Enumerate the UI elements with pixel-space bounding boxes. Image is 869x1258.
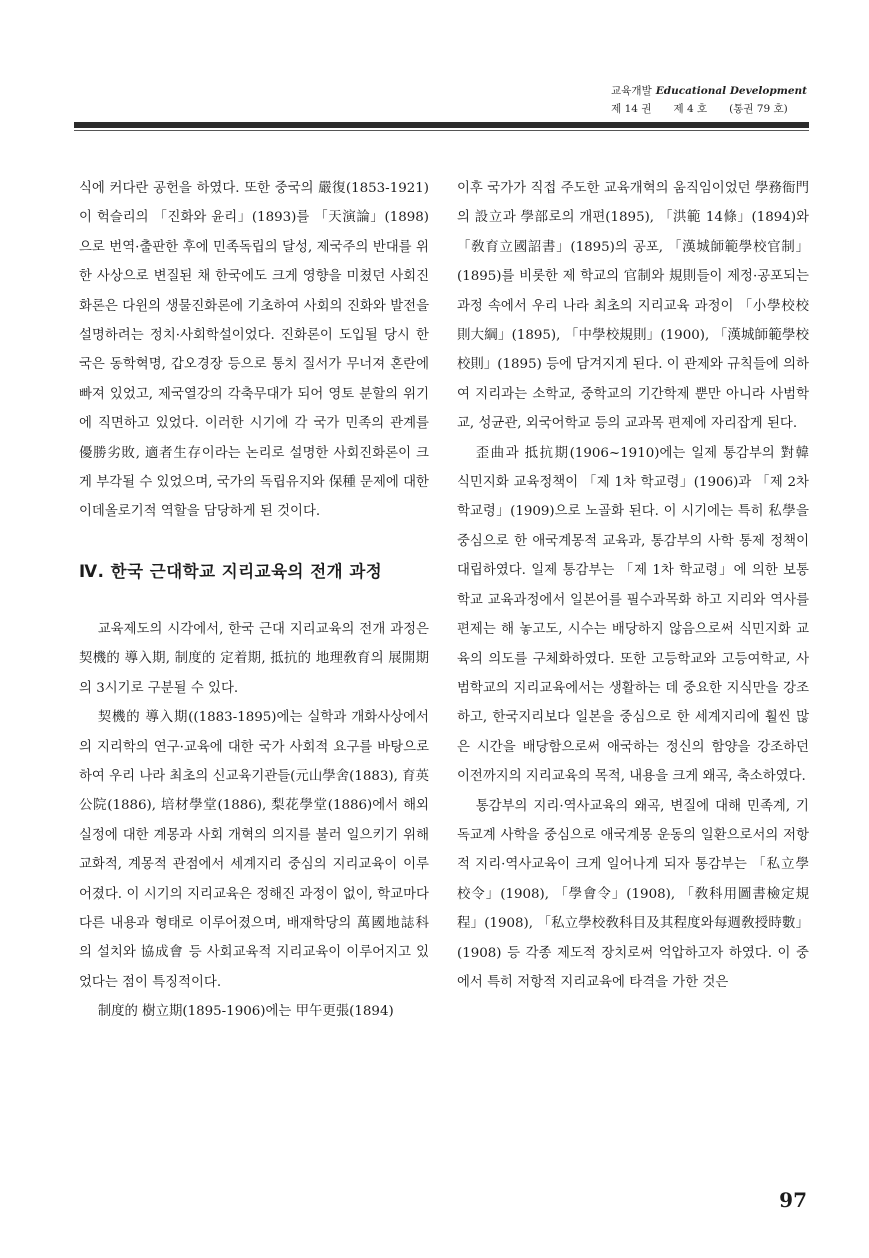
left-column bbox=[79, 174, 429, 1027]
right-paragraph-1: 이후 국가가 직접 주도한 교육개혁의 움직임이었던 學務衙門의 設立과 學部로의 개편(1895), 「洪範 14條」(1894)와 「敎育立國詔書」(1895)의 공포, 「漢城師範學校官制」(1895)를 비롯한 제 학교의 官制와 規則들이 제정·공포되는 과정 속에서 우리 나라 최초의 지리교육 과정이 「小學校校則大綱」(1895), 「中學校規則」(1900), 「漢城師範學校校則」(1895) 등에 담겨지게 된다. 이 관제와 규칙들에 의하여 지리과는 소학교, 중학교의 기간학제 뿐만 아니라 사범학교, 성균관, 외국어학교 등의 교과목 편제에 자리잡게 된다. bbox=[457, 181, 809, 432]
volume-label: 제 14 권 bbox=[611, 103, 652, 115]
issue-info bbox=[611, 100, 807, 118]
right-paragraph-2: 歪曲과 抵抗期(1906~1910)에는 일제 통감부의 對韓 식민지화 교육정책이 「제 1차 학교령」(1906)과 「제 2차 학교령」(1909)으로 노골화 된다. 이 시기에는 특히 私學을 중심으로 한 애국계몽적 교육과, 통감부의 사학 통제 정책이 대립하였다. 일제 통감부는 「제 1차 학교령」에 의한 보통학교 교육과정에서 일본어를 필수과목화 하고 지리와 역사를 편제는 해 놓고도, 시수는 배당하지 않음으로써 식민지화 교육의 의도를 구체화하였다. 또한 고등학교와 고등여학교, 사범학교의 지리교육에서는 생활하는 데 중요한 지식만을 강조하고, 한국지리보다 일본을 중심으로 한 세계지리에 훨씬 많은 시간을 배당함으로써 애국하는 정신의 함양을 강조하던 이전까지의 지리교육의 목적, 내용을 크게 왜곡, 축소하였다. bbox=[457, 445, 809, 785]
left-paragraph-1: 식에 커다란 공헌을 하였다. 또한 중국의 嚴復(1853-1921)이 헉슬리의 「진화와 윤리」(1893)를 「天演論」(1898)으로 번역·출판한 후에 민족독립의 달성, 제국주의 반대를 위한 사상으로 변질된 채 한국에도 크게 영향을 미쳤던 사회진화론은 다윈의 생물진화론에 기초하여 사회의 진화와 발전을 설명하려는 정치·사회학설이었다. 진화론이 도입될 당시 한국은 동학혁명, 갑오경장 등으로 통치 질서가 무너져 혼란에 빠져 있었고, 제국열강의 각축무대가 되어 영토 분할의 위기에 직면하고 있었다. 이러한 시기에 각 국가 민족의 관계를 優勝劣敗, 適者生存이라는 논리로 설명한 사회진화론이 크게 부각될 수 있었으며, 국가의 독립유지와 保種 문제에 대한 이데올로기적 역할을 담당하게 된 것이다. bbox=[79, 181, 429, 520]
journal-title-en: Educational Development bbox=[655, 85, 807, 97]
total-issue-label: (통권 79 호) bbox=[729, 103, 788, 115]
header-rule bbox=[74, 122, 809, 128]
journal-title bbox=[611, 82, 807, 100]
issue-label: 제 4 호 bbox=[673, 103, 708, 115]
left-paragraph-4: 制度的 樹立期(1895-1906)에는 甲午更張(1894) bbox=[97, 1004, 394, 1020]
running-header bbox=[611, 82, 807, 118]
header-rule-thin bbox=[74, 130, 809, 131]
page-number: 97 bbox=[779, 1188, 807, 1212]
left-paragraph-3: 契機的 導入期((1883-1895)에는 실학과 개화사상에서의 지리학의 연구·교육에 대한 국가 사회적 요구를 바탕으로 하여 우리 나라 최초의 신교육기관들(元山學舍(1883), 育英公院(1886), 培材學堂(1886), 梨花學堂(1886)에서 해외 실정에 대한 계몽과 사회 개혁의 의지를 불러 일으키기 위해 교화적, 계몽적 관점에서 세계지리 중심의 지리교육이 이루어졌다. 이 시기의 지리교육은 정해진 과정이 없이, 학교마다 다른 내용과 형태로 이루어졌으며, 배재학당의 萬國地誌科의 설치와 協成會 등 사회교육적 지리교육이 이루어지고 있었다는 점이 특징적이다. bbox=[79, 710, 429, 990]
left-paragraph-2: 교육제도의 시각에서, 한국 근대 지리교육의 전개 과정은 契機的 導入期, 制度的 定着期, 抵抗的 地理敎育의 展開期의 3시기로 구분될 수 있다. bbox=[79, 621, 429, 696]
right-column bbox=[457, 174, 809, 997]
right-paragraph-3: 통감부의 지리·역사교육의 왜곡, 변질에 대해 민족계, 기독교계 사학을 중심으로 애국계몽 운동의 일환으로서의 저항적 지리·역사교육이 크게 일어나게 되자 통감부는 「私立學校令」(1908), 「學會令」(1908), 「敎科用圖書檢定規程」(1908), 「私立學校敎科目及其程度와每週敎授時數」(1908) 등 각종 제도적 장치로써 억압하고자 하였다. 이 중에서 특히 저항적 지리교육에 타격을 가한 것은 bbox=[457, 798, 809, 990]
section-heading: Ⅳ. 한국 근대학교 지리교육의 전개 과정 bbox=[79, 561, 383, 581]
journal-title-ko: 교육개발 bbox=[611, 85, 652, 97]
